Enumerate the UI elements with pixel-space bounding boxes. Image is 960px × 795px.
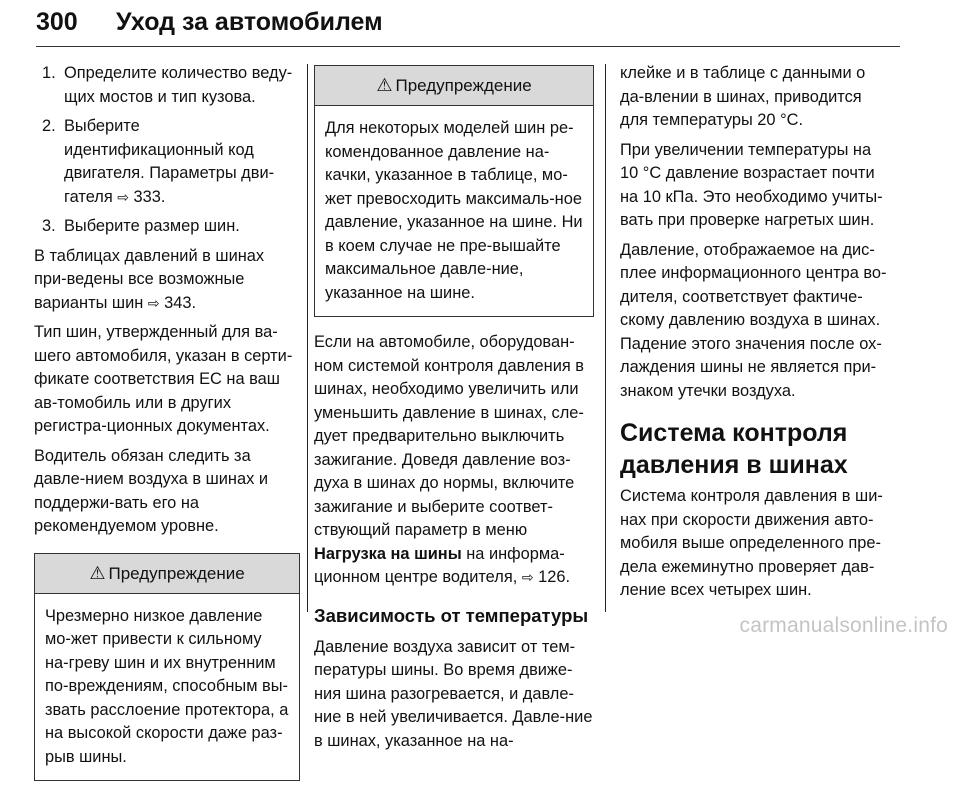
warning-title: Предупреждение — [108, 563, 245, 583]
page-ref-arrow-icon: ⇨ — [147, 294, 160, 311]
warning-triangle-icon: ⚠ — [376, 75, 393, 95]
subheading: Зависимость от температуры — [314, 604, 589, 626]
watermark: carmanualsonline.info — [739, 614, 948, 637]
paragraph: Давление, отображаемое на дис-плее информационного центра во-дителя, соответствует фактиче-скому давлению воздуха в шинах. Падение этого значения после ох-лаждения шины не является при-знаком утечки воздуха. — [620, 240, 887, 400]
list-item — [34, 62, 300, 109]
step-text: Выберите размер шин. — [64, 217, 240, 235]
paragraph — [314, 331, 594, 590]
paragraph: Водитель обязан следить за давле-нием воздуха в шинах и поддержи-вать его на рекомендуемом уровне. — [34, 446, 268, 535]
paragraph — [34, 245, 300, 316]
step-number: 2. — [42, 117, 56, 135]
warning-text: Чрезмерно низкое давление мо-жет привести к сильному на-греву шин и их внутренним по-вреждениям, способным вы-звать расслоение протектора, а на высокой скорости даже раз-рыв шины. — [45, 606, 289, 766]
column-3 — [620, 62, 890, 609]
page-title: Уход за автомобилем — [116, 8, 383, 36]
steps-list — [34, 62, 300, 239]
page-header — [36, 6, 900, 47]
warning-box — [34, 553, 300, 782]
column-2 — [314, 62, 594, 759]
section-heading: Система контроля давления в шинах — [620, 419, 848, 479]
page-number: 300 — [36, 8, 78, 36]
warning-text: Для некоторых моделей шин ре-комендованное давление на-качки, указанное в таблице, мо-жет превосходить максималь-ное давление, указанное на шине. Ни в коем случае не пре-вышайте максимальное давле-ние, указанное на шине. — [325, 119, 583, 302]
warning-box — [314, 65, 594, 317]
menu-name: Нагрузка на шины — [314, 544, 462, 563]
step-number: 3. — [42, 217, 56, 235]
page-ref-link[interactable]: 333. — [129, 187, 166, 206]
warning-triangle-icon: ⚠ — [89, 562, 106, 583]
list-item — [34, 115, 300, 209]
column-divider-1 — [307, 64, 308, 612]
paragraph: При увеличении температуры на 10 °C давление возрастает почти на 10 кПа. Это необходимо учиты-вать при проверке нагретых шин. — [620, 140, 883, 229]
page-ref-link[interactable]: 126. — [533, 568, 571, 586]
paragraph-text: Если на автомобиле, оборудован-ном системой контроля давления в шинах, необходимо увеличить или уменьшить давление в шинах, сле-дует предварительно выключить зажигание. Доведя давление воз-духа в шинах до нормы, включите зажигание и выберите соответ-ствующий параметр в меню — [314, 333, 584, 539]
page-ref-arrow-icon: ⇨ — [117, 188, 129, 205]
paragraph: Тип шин, утвержденный для ва-шего автомобиля, указан в серти-фикате соответствия ЕС на ваш ав-томобиль или в других регистра-ционных документах. — [34, 323, 293, 435]
paragraph: Давление воздуха зависит от тем-пературы шины. Во время движе-ния шина разогревается, и давле-ние в ней увеличивается. Давле-ние в шинах, указанное на на- — [314, 637, 593, 750]
page-ref-link[interactable]: 343. — [159, 293, 197, 312]
step-text: Выберите идентификационный код двигателя. Параметры дви-гателя — [64, 117, 275, 206]
page-ref-arrow-icon: ⇨ — [521, 569, 534, 585]
column-1 — [34, 62, 300, 795]
step-text: Определите количество веду-щих мостов и тип кузова. — [64, 64, 293, 106]
step-number: 1. — [42, 64, 56, 82]
warning-header — [35, 554, 299, 594]
warning-header — [315, 66, 593, 106]
paragraph-text: на информа-ционном центре водителя, — [314, 544, 565, 586]
paragraph-text: В таблицах давлений в шинах при-ведены все возможные варианты шин — [34, 246, 265, 312]
paragraph: клейке и в таблице с данными о да-влении в шинах, приводится для температуры 20 °C. — [620, 64, 866, 129]
column-divider-2 — [605, 64, 606, 612]
list-item — [34, 215, 300, 239]
warning-title: Предупреждение — [395, 76, 532, 95]
paragraph: Система контроля давления в ши-нах при скорости движения авто-мобиля выше определенного пре-дела ежеминутно проверяет дав-ление всех четырех шин. — [620, 487, 883, 599]
